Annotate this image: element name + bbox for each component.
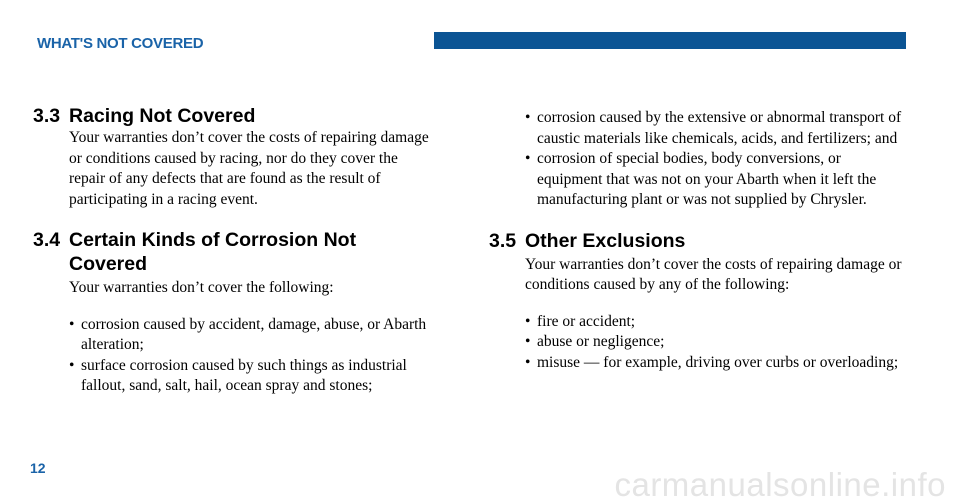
- section-body: [69, 278, 433, 397]
- section-number: 3.3: [33, 105, 61, 127]
- section-body: [69, 128, 433, 210]
- bullet-list: [525, 108, 909, 211]
- section-title: Certain Kinds of Corrosion Not Covered: [69, 229, 357, 275]
- section-heading: [33, 104, 433, 128]
- section-heading: [33, 228, 433, 276]
- list-item: • corrosion caused by the extensive or abnormal transport of caustic materials like chemicals, acids, and fertilizers; and: [525, 108, 909, 149]
- right-column: [489, 108, 909, 391]
- list-item: • corrosion caused by accident, damage, abuse, or Abarth alteration;: [69, 315, 433, 356]
- left-column: [33, 104, 433, 415]
- watermark: carmanualsonline.info: [614, 466, 946, 503]
- section-title: Other Exclusions: [525, 229, 686, 252]
- page-header-title: WHAT'S NOT COVERED: [37, 35, 204, 52]
- list-item: • fire or accident;: [525, 312, 909, 333]
- header-bar: [434, 32, 906, 49]
- page-number: 12: [30, 460, 46, 476]
- section-3-5: [489, 229, 909, 374]
- section-number: 3.5: [489, 229, 517, 252]
- section-text: Your warranties don’t cover the costs of repairing damage or conditions caused by racing, nor do they cover the repair of any defects that are found as the result of participating in a racing event.: [69, 129, 429, 208]
- bullet-list: [69, 315, 433, 397]
- section-3-4: [33, 228, 433, 397]
- section-title: Racing Not Covered: [69, 105, 256, 127]
- section-intro: Your warranties don’t cover the following:: [69, 279, 334, 296]
- list-item: • misuse — for example, driving over curbs or overloading;: [525, 353, 909, 374]
- section-body: [525, 108, 909, 211]
- list-item: • abuse or negligence;: [525, 332, 909, 353]
- list-item: • corrosion of special bodies, body conversions, or equipment that was not on your Abarth when it left the manufacturing plant or was not supplied by Chrysler.: [525, 149, 909, 211]
- list-item: • surface corrosion caused by such things as industrial fallout, sand, salt, hail, ocean spray and stones;: [69, 356, 433, 397]
- section-intro: Your warranties don’t cover the costs of repairing damage or conditions caused by any of the following:: [525, 255, 902, 293]
- section-number: 3.4: [33, 229, 61, 251]
- section-body: [525, 255, 909, 374]
- section-3-4-continued: [489, 108, 909, 211]
- bullet-list: [525, 312, 909, 374]
- section-heading: [489, 229, 909, 253]
- section-3-3: [33, 104, 433, 210]
